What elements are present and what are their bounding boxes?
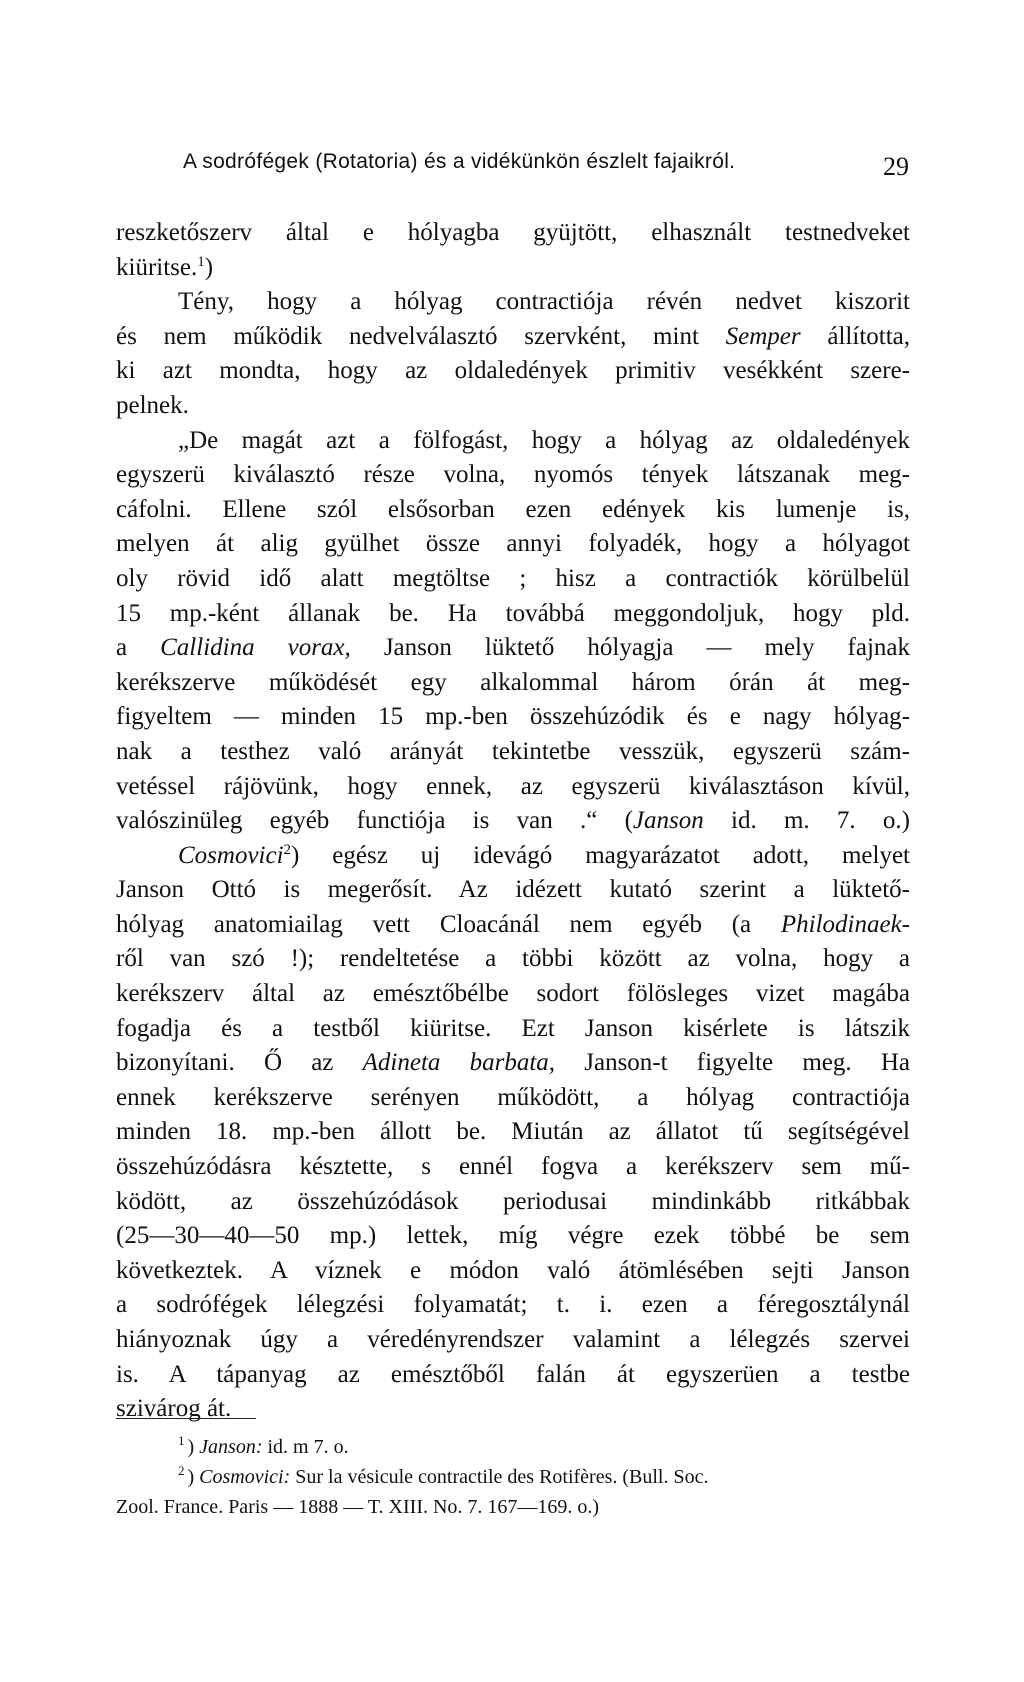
page-number: 29: [883, 152, 909, 181]
species-name: Adineta barbata,: [362, 1049, 556, 1077]
text-segment: cáfolni. Ellene szól elsősorban ezen edények kis lumenje is,: [116, 495, 910, 523]
footnote-divider: [116, 1418, 256, 1419]
footnote-text: id. m 7. o.: [262, 1436, 349, 1458]
text-line: [116, 1115, 910, 1150]
text-line: [116, 631, 910, 666]
text-line: [116, 1254, 910, 1289]
footnote: $^1$ ) Janson: id. m 7. o.: [178, 1433, 349, 1458]
header-title: A sodrófégek (Rotatoria) és a vidékünkön észlelt fajaikról.: [183, 150, 736, 173]
text-line: [116, 1185, 910, 1220]
body-text: [116, 216, 910, 1427]
text-line: [116, 873, 910, 908]
text-line: [116, 1150, 910, 1185]
text-segment: reszketőszerv által e hólyagba gyüjtött, elhasznált testnedveket: [116, 219, 910, 246]
text-line: [116, 700, 910, 735]
text-segment: Janson-t figyelte meg. Ha: [555, 1049, 911, 1077]
text-segment: is. A tápanyag az emésztőből falán át egyszerüen a testbe: [116, 1360, 910, 1388]
footnote-marker: 2: [178, 1463, 185, 1478]
text-line: [116, 1046, 910, 1081]
text-segment: ): [204, 253, 214, 281]
taxon-name: Philodinaek-: [780, 910, 910, 938]
text-segment: melyen át alig gyülhet össze annyi folyadék, hogy a hólyagot: [116, 530, 910, 558]
text-segment: egyszerü kiválasztó része volna, nyomós tények látszanak meg-: [116, 461, 910, 489]
text-line: [116, 424, 910, 459]
running-header: [183, 150, 909, 186]
footnote-reference: 1: [197, 253, 205, 270]
text-segment: ) egész uj idevágó magyarázatot adott, melyet: [291, 841, 910, 869]
text-segment: minden 18. mp.-ben állott be. Miután az állatot tű segítségével: [116, 1118, 910, 1146]
text-line: [116, 839, 910, 874]
text-line: [116, 1012, 910, 1047]
author-name: Janson: [632, 807, 704, 835]
text-segment: pelnek.: [116, 391, 189, 419]
text-line: [116, 562, 910, 597]
species-name: Callidina vorax,: [160, 634, 351, 662]
footnote-continuation: [116, 1492, 910, 1522]
text-line: [116, 527, 910, 562]
text-segment: kerékszerv által az emésztőbélbe sodort fölösleges vizet magába: [116, 980, 910, 1008]
text-line: [116, 1219, 910, 1254]
text-segment: és nem működik nedvelválasztó szervként, mint: [116, 322, 726, 350]
text-line: [116, 804, 910, 839]
text-line: [116, 285, 910, 320]
text-segment: Tény, hogy a hólyag contractiója révén nedvet kiszorit: [178, 288, 910, 316]
text-segment: hólyag anatomiailag vett Cloacánál nem egyéb (a: [116, 910, 781, 938]
footnote-text: Sur la vésicule contractile des Rotifères. (Bull. Soc.: [290, 1466, 709, 1488]
footnote-reference: 2: [283, 841, 292, 858]
text-line: [116, 354, 910, 389]
text-segment: Janson Ottó is megerősít. Az idézett kutató szerint a lüktető-: [116, 876, 910, 904]
footnote-author: Janson:: [199, 1436, 263, 1458]
text-segment: szivárog át.: [116, 1395, 232, 1423]
text-segment: bizonyítani. Ő az: [116, 1049, 363, 1077]
author-name: Cosmovici: [178, 841, 284, 869]
text-line: [116, 1358, 910, 1393]
text-segment: ről van szó !); rendeltetése a többi között az volna, hogy a: [116, 945, 910, 973]
text-line: [116, 320, 910, 355]
text-segment: kiüritse.: [116, 253, 198, 281]
text-segment: ködött, az összehúzódások periodusai mindinkább ritkábbak: [116, 1187, 910, 1215]
text-line: [116, 666, 910, 701]
text-segment: a: [116, 634, 161, 662]
footnotes: [116, 1432, 910, 1522]
text-line: [116, 1323, 910, 1358]
text-segment: kerékszerve működését egy alkalommal három órán át meg-: [116, 668, 910, 696]
text-segment: összehúzódásra késztette, s ennél fogva a kerékszerv sem mű-: [116, 1153, 910, 1181]
text-line: [116, 389, 910, 424]
text-line: [116, 735, 910, 770]
text-line: [116, 216, 910, 251]
text-segment: ennek kerékszerve serényen működött, a hólyag contractiója: [116, 1083, 910, 1111]
footnote-marker: 1: [178, 1433, 185, 1448]
text-line: [116, 1392, 910, 1427]
text-line: [116, 770, 910, 805]
text-segment: fogadja és a testből kiüritse. Ezt Janson kisérlete is látszik: [116, 1014, 910, 1042]
text-line: [116, 942, 910, 977]
footnote-author: Cosmovici:: [199, 1466, 291, 1488]
text-line: [116, 493, 910, 528]
text-line: [116, 908, 910, 943]
text-segment: következtek. A víznek e módon való átömlésében sejti Janson: [116, 1256, 910, 1284]
text-segment: vetéssel rájövünk, hogy ennek, az egyszerü kiválasztáson kívül,: [116, 772, 910, 800]
text-line: [116, 458, 910, 493]
text-segment: állította,: [800, 322, 911, 350]
text-line: [116, 251, 910, 286]
author-name: Semper: [725, 322, 801, 350]
text-line: [116, 977, 910, 1012]
text-segment: „De magát azt a fölfogást, hogy a hólyag az oldaledények: [178, 426, 910, 454]
text-segment: nak a testhez való arányát tekintetbe vesszük, egyszerü szám-: [116, 737, 910, 765]
text-segment: a sodrófégek lélegzési folyamatát; t. i. ezen a féregosztálynál: [116, 1291, 910, 1319]
text-line: [116, 1081, 910, 1116]
text-segment: hiányoznak úgy a véredényrendszer valamint a lélegzés szervei: [116, 1326, 910, 1353]
text-segment: oly rövid idő alatt megtöltse ; hisz a contractiók körülbelül: [116, 564, 910, 592]
text-segment: ki azt mondta, hogy az oldaledények primitiv vesékként szere-: [116, 357, 910, 385]
footnote: $^2$ ) Cosmovici: Sur la vésicule contractile des Rotifères. (Bull. Soc.: [178, 1463, 709, 1488]
text-segment: (25—30—40—50 mp.) lettek, míg végre ezek többé be sem: [116, 1222, 910, 1250]
text-segment: id. m. 7. o.): [703, 807, 910, 835]
text-segment: Janson lüktető hólyagja — mely fajnak: [350, 634, 910, 662]
text-line: [116, 1288, 910, 1323]
text-segment: figyeltem — minden 15 mp.-ben összehúzódik és e nagy hólyag-: [116, 703, 910, 731]
text-line: [116, 597, 910, 632]
text-segment: 15 mp.-ként állanak be. Ha továbbá meggondoljuk, hogy pld.: [116, 599, 910, 627]
text-segment: valószinüleg egyéb functiója is van .“ (: [116, 807, 633, 835]
footnote-text: Zool. France. Paris — 1888 — T. XIII. No. 7. 167—169. o.): [116, 1496, 600, 1518]
